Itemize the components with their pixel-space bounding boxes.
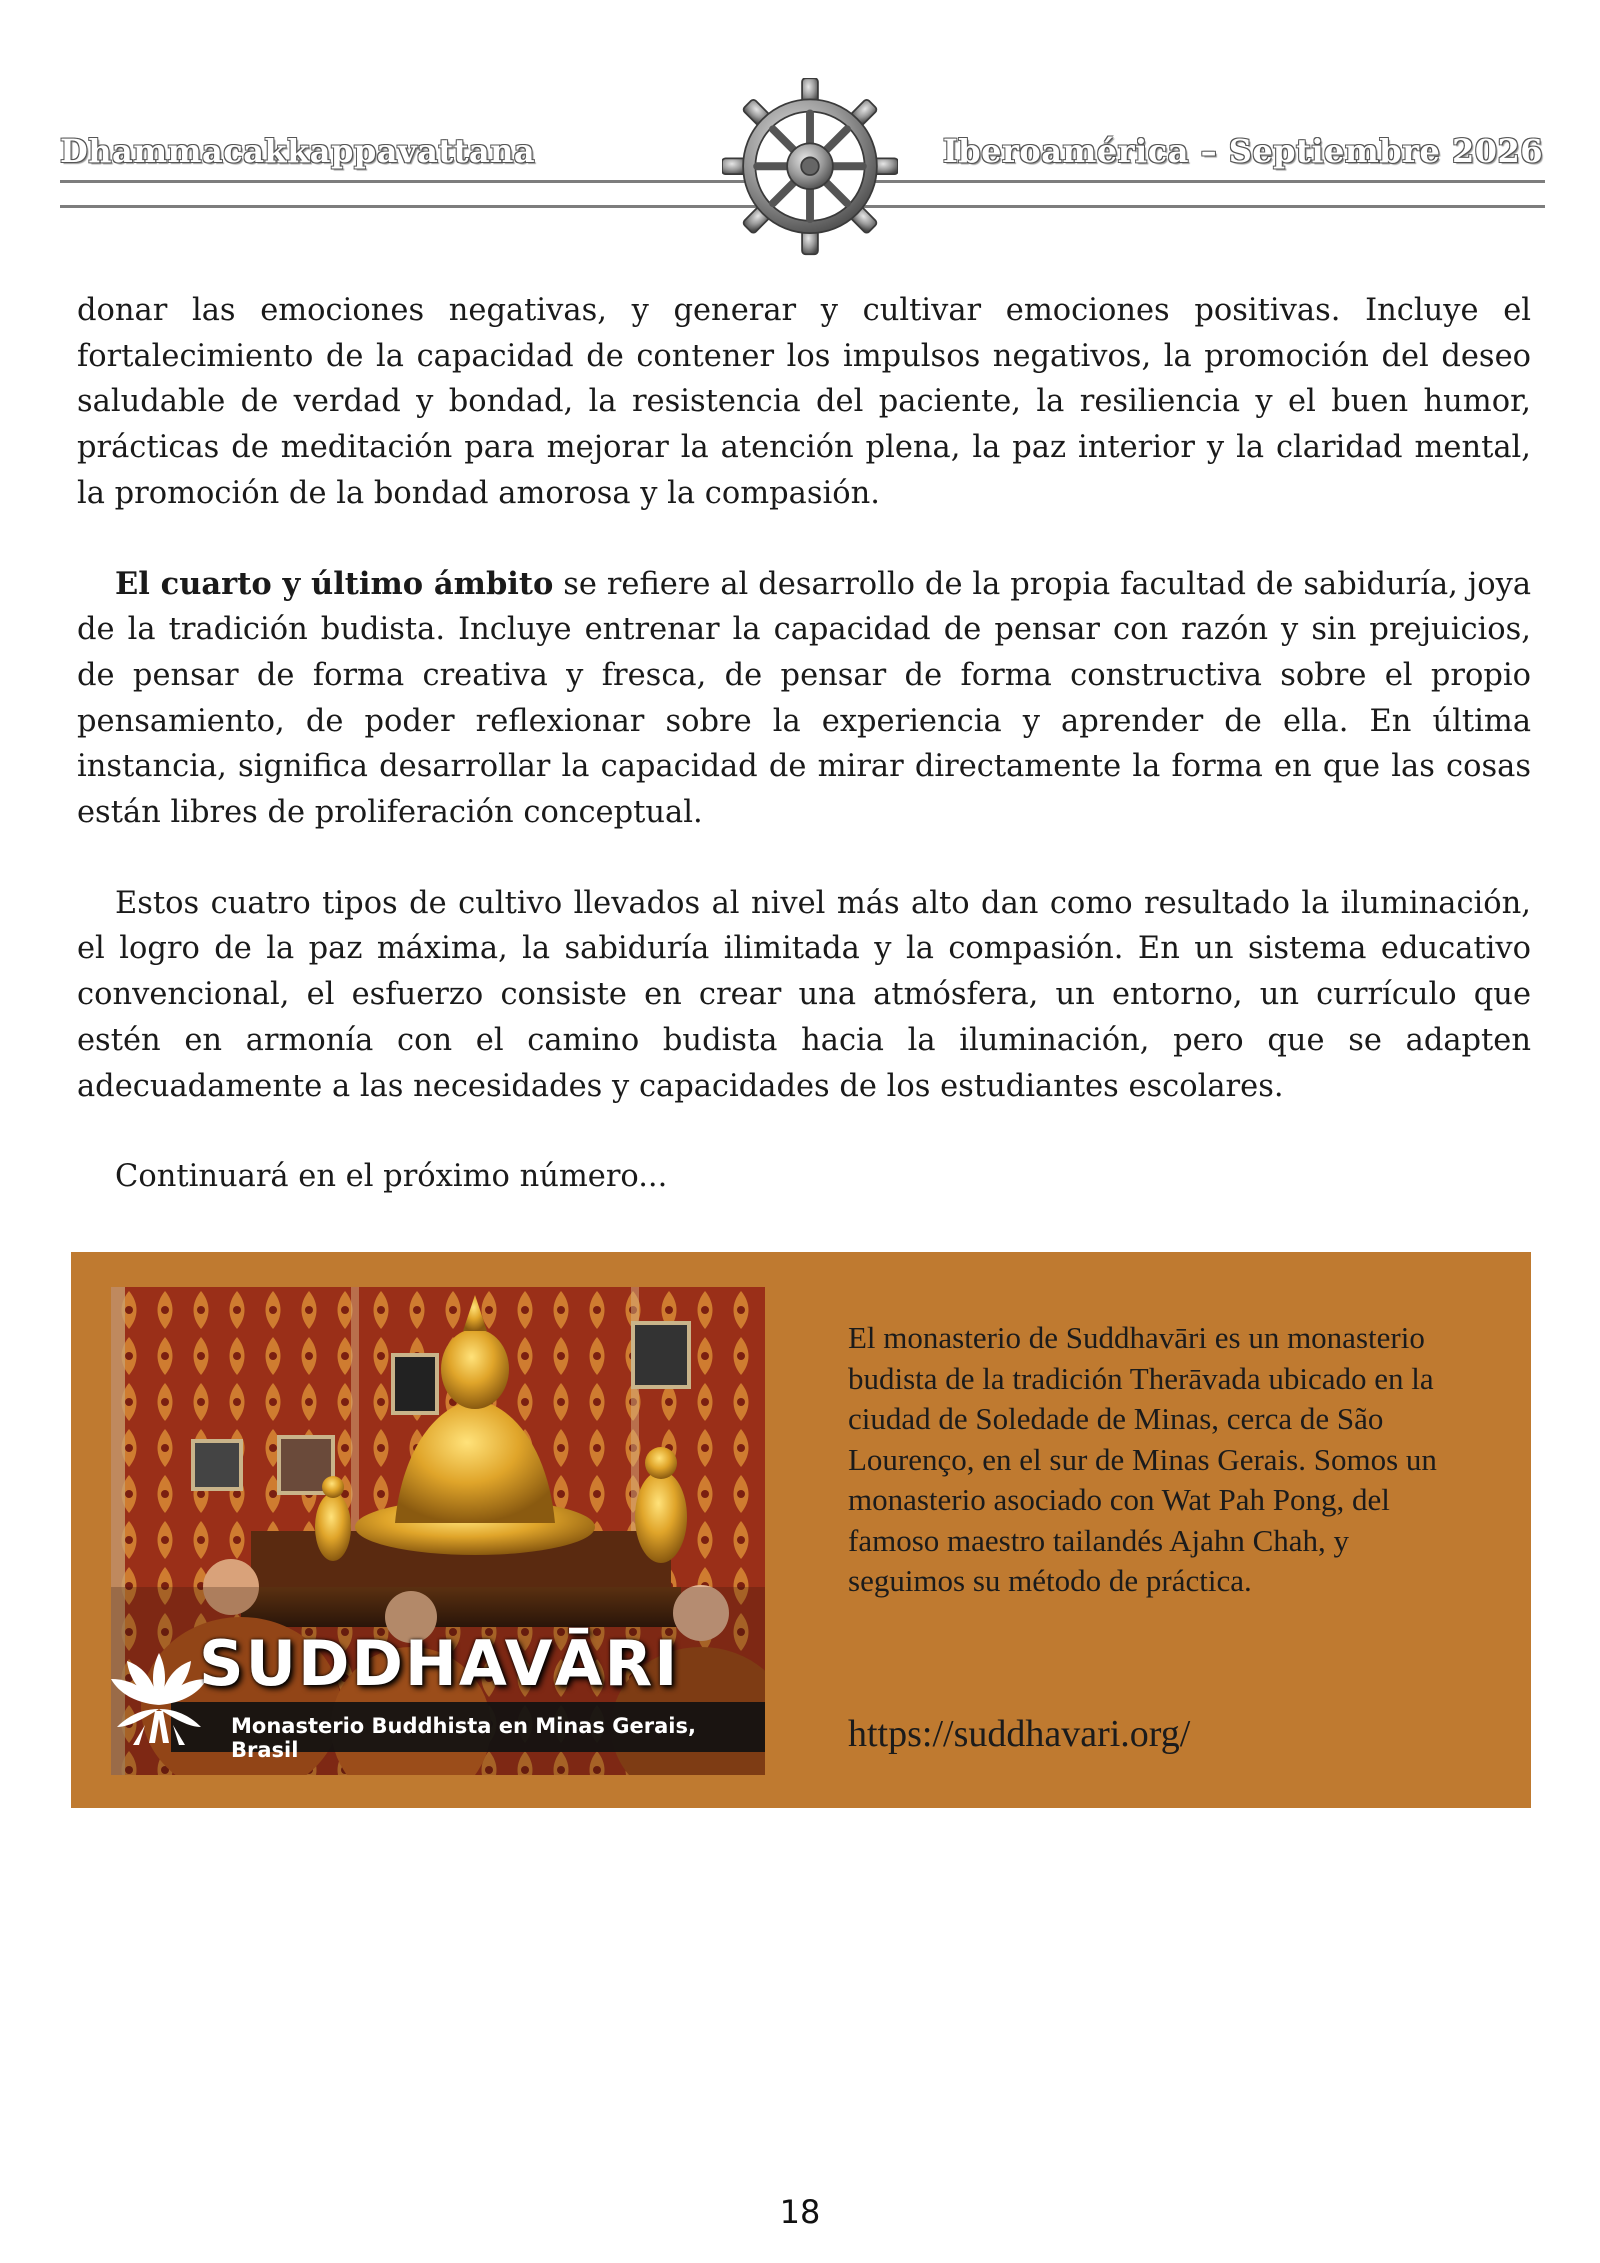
paragraph-1: donar las emociones negativas, y generar y cultivar emociones positivas. Incluye el fortalecimiento de la capacidad de contener los impulsos negativos, la promoción del deseo saludable de verdad y bondad, la resistencia del paciente, la resiliencia y el buen humor, prácticas de meditación para mejorar la atención plena, la paz interior y la claridad mental, la promoción de la bondad amorosa y la compasión. <box>77 293 1531 511</box>
paragraph-2 <box>77 562 1531 836</box>
brand-name: SUDDHAVĀRI <box>199 1627 680 1700</box>
continued-note: Continuará en el próximo número... <box>115 1159 668 1195</box>
brand-tagline: Monasterio Buddhista en Minas Gerais, Brasil <box>231 1714 696 1762</box>
monastery-photo <box>111 1287 765 1775</box>
monastery-url-link[interactable]: https://suddhavari.org/ <box>848 1713 1191 1755</box>
photo-overlay <box>111 1287 765 1775</box>
dharma-wheel-icon <box>722 78 898 258</box>
article-body <box>77 288 1531 1200</box>
page-header <box>0 0 1600 270</box>
header-publication-title: Dhammacakkappavattana <box>60 132 536 170</box>
paragraph-2-heading: El cuarto y último ámbito <box>115 565 554 602</box>
page-number: 18 <box>779 2193 821 2231</box>
monastery-ad-panel <box>71 1252 1531 1808</box>
paragraph-3: Estos cuatro tipos de cultivo llevados al nivel más alto dan como resultado la iluminación, el logro de la paz máxima, la sabiduría ilimitada y la compasión. En un sistema educativo convencional, el esfuerzo consiste en crear una atmósfera, un entorno, un currículo que estén en armonía con el camino budista hacia la iluminación, pero que se adapten adecuadamente a las necesidades y capacidades de los estudiantes escolares. <box>77 885 1531 1104</box>
monastery-description: El monasterio de Suddhavāri es un monasterio budista de la tradición Therāvada ubicado en la ciudad de Soledade de Minas, cerca de São Lourenço, en el sur de Minas Gerais. Somos un monasterio asociado con Wat Pah Pong, del famoso maestro tailandés Ajahn Chah, y seguimos su método de práctica. <box>848 1320 1437 1598</box>
header-issue-date: Iberoamérica – Septiembre 2026 <box>942 132 1543 170</box>
paragraph-2-text: se refiere al desarrollo de la propia facultad de sabiduría, joya de la tradición budista. Incluye entrenar la capacidad de pensar con razón y sin prejuicios, de pensar de forma creativa y fresca, de pensar de forma constructiva sobre el propio pensamiento, de poder reflexionar sobre la experiencia y aprender de ella. En última instancia, significa desarrollar la capacidad de mirar directamente la forma en que las cosas están libres de proliferación conceptual. <box>77 566 1531 831</box>
